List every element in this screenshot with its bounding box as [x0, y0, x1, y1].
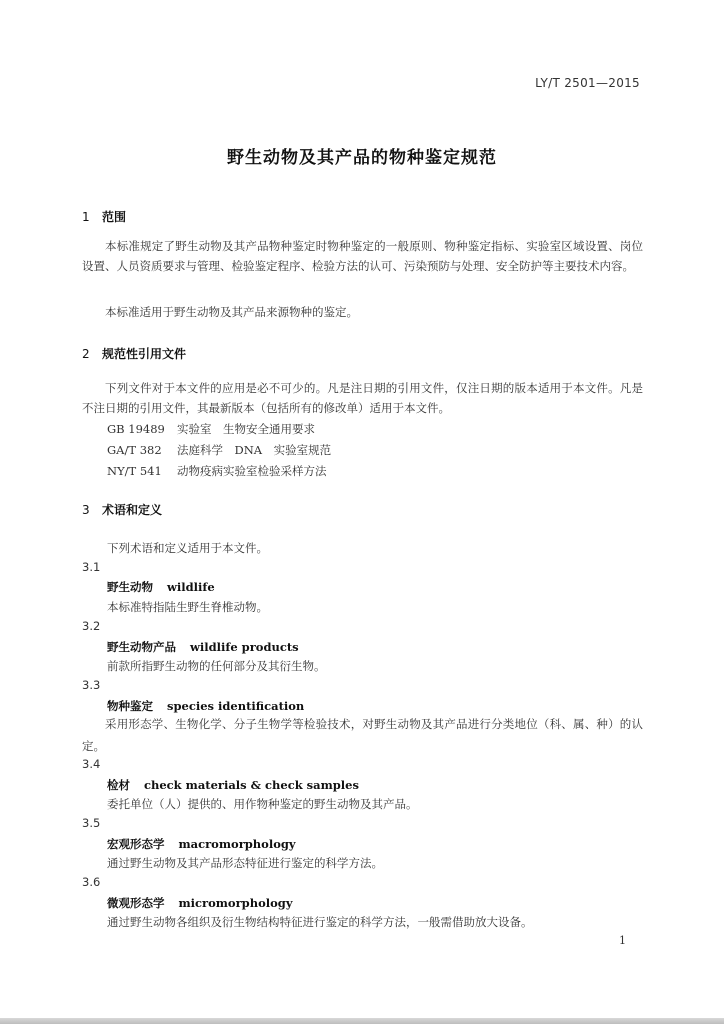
term-heading [107, 639, 299, 655]
page-bottom-edge [0, 1018, 724, 1024]
term-number: 3.1 [82, 560, 101, 574]
term-number: 3.6 [82, 875, 101, 889]
term-definition: 本标准特指陆生野生脊椎动物。 [107, 600, 268, 614]
term-en: wildlife products [190, 640, 299, 654]
reference-code: GA/T 382 [107, 443, 162, 457]
term-number: 3.4 [82, 757, 101, 771]
references-paragraph: 下列文件对于本文件的应用是必不可少的。凡是注日期的引用文件，仅注日期的版本适用于本文件。凡是不注日期的引用文件，其最新版本（包括所有的修改单）适用于本文件。 [82, 381, 643, 415]
reference-item [107, 442, 331, 458]
section-heading-terms-definitions [82, 501, 162, 518]
section-heading-scope [82, 208, 126, 225]
term-definition: 通过野生动物及其产品形态特征进行鉴定的科学方法。 [107, 856, 383, 870]
term-en: check materials & check samples [144, 778, 359, 792]
term-en: wildlife [167, 580, 215, 594]
term-definition: 前款所指野生动物的任何部分及其衍生物。 [107, 659, 326, 673]
term-heading [107, 836, 296, 852]
term-definition: 采用形态学、生物化学、分子生物学等检验技术，对野生动物及其产品进行分类地位（科、属、种）的认定。 [82, 717, 643, 753]
reference-code: GB 19489 [107, 422, 165, 436]
term-en: macromorphology [178, 837, 296, 851]
scope-paragraph-1: 本标准规定了野生动物及其产品物种鉴定时物种鉴定的一般原则、物种鉴定指标、实验室区域设置、岗位设置、人员资质要求与管理、检验鉴定程序、检验方法的认可、污染预防与处理、安全防护等主要技术内容。 [82, 239, 643, 273]
reference-title: 动物疫病实验室检验采样方法 [177, 464, 327, 478]
terms-intro: 下列术语和定义适用于本文件。 [107, 541, 268, 555]
term-en: micromorphology [178, 896, 293, 910]
scope-paragraph-2: 本标准适用于野生动物及其产品来源物种的鉴定。 [105, 305, 358, 319]
term-heading [107, 895, 293, 911]
term-definition: 委托单位（人）提供的、用作物种鉴定的野生动物及其产品。 [107, 797, 418, 811]
term-zh: 野生动物产品 [107, 640, 176, 654]
section-title: 规范性引用文件 [102, 347, 187, 361]
term-heading [107, 579, 215, 595]
term-definition: 通过野生动物各组织及衍生物结构特征进行鉴定的科学方法，一般需借助放大设备。 [107, 915, 533, 929]
term-zh: 检材 [107, 778, 130, 792]
section-number: 2 [82, 347, 90, 361]
reference-title: 法庭科学 DNA 实验室规范 [177, 443, 332, 457]
section-heading-normative-references [82, 345, 186, 362]
term-number: 3.3 [82, 678, 101, 692]
section-title: 术语和定义 [102, 503, 163, 517]
section-number: 1 [82, 210, 90, 224]
term-zh: 物种鉴定 [107, 699, 153, 713]
page-number: 1 [619, 934, 626, 947]
term-number: 3.2 [82, 619, 101, 633]
term-zh: 微观形态学 [107, 896, 165, 910]
section-number: 3 [82, 503, 90, 517]
term-heading [107, 777, 359, 793]
term-zh: 野生动物 [107, 580, 153, 594]
term-number: 3.5 [82, 816, 101, 830]
reference-code: NY/T 541 [107, 464, 162, 478]
section-title: 范围 [102, 210, 127, 224]
term-en: species identification [167, 699, 305, 713]
term-zh: 宏观形态学 [107, 837, 165, 851]
reference-item [107, 463, 327, 479]
term-heading [107, 698, 304, 714]
reference-title: 实验室 生物安全通用要求 [177, 422, 315, 436]
standard-code: LY/T 2501—2015 [535, 76, 640, 90]
reference-item [107, 421, 315, 437]
document-title: 野生动物及其产品的物种鉴定规范 [227, 148, 497, 168]
